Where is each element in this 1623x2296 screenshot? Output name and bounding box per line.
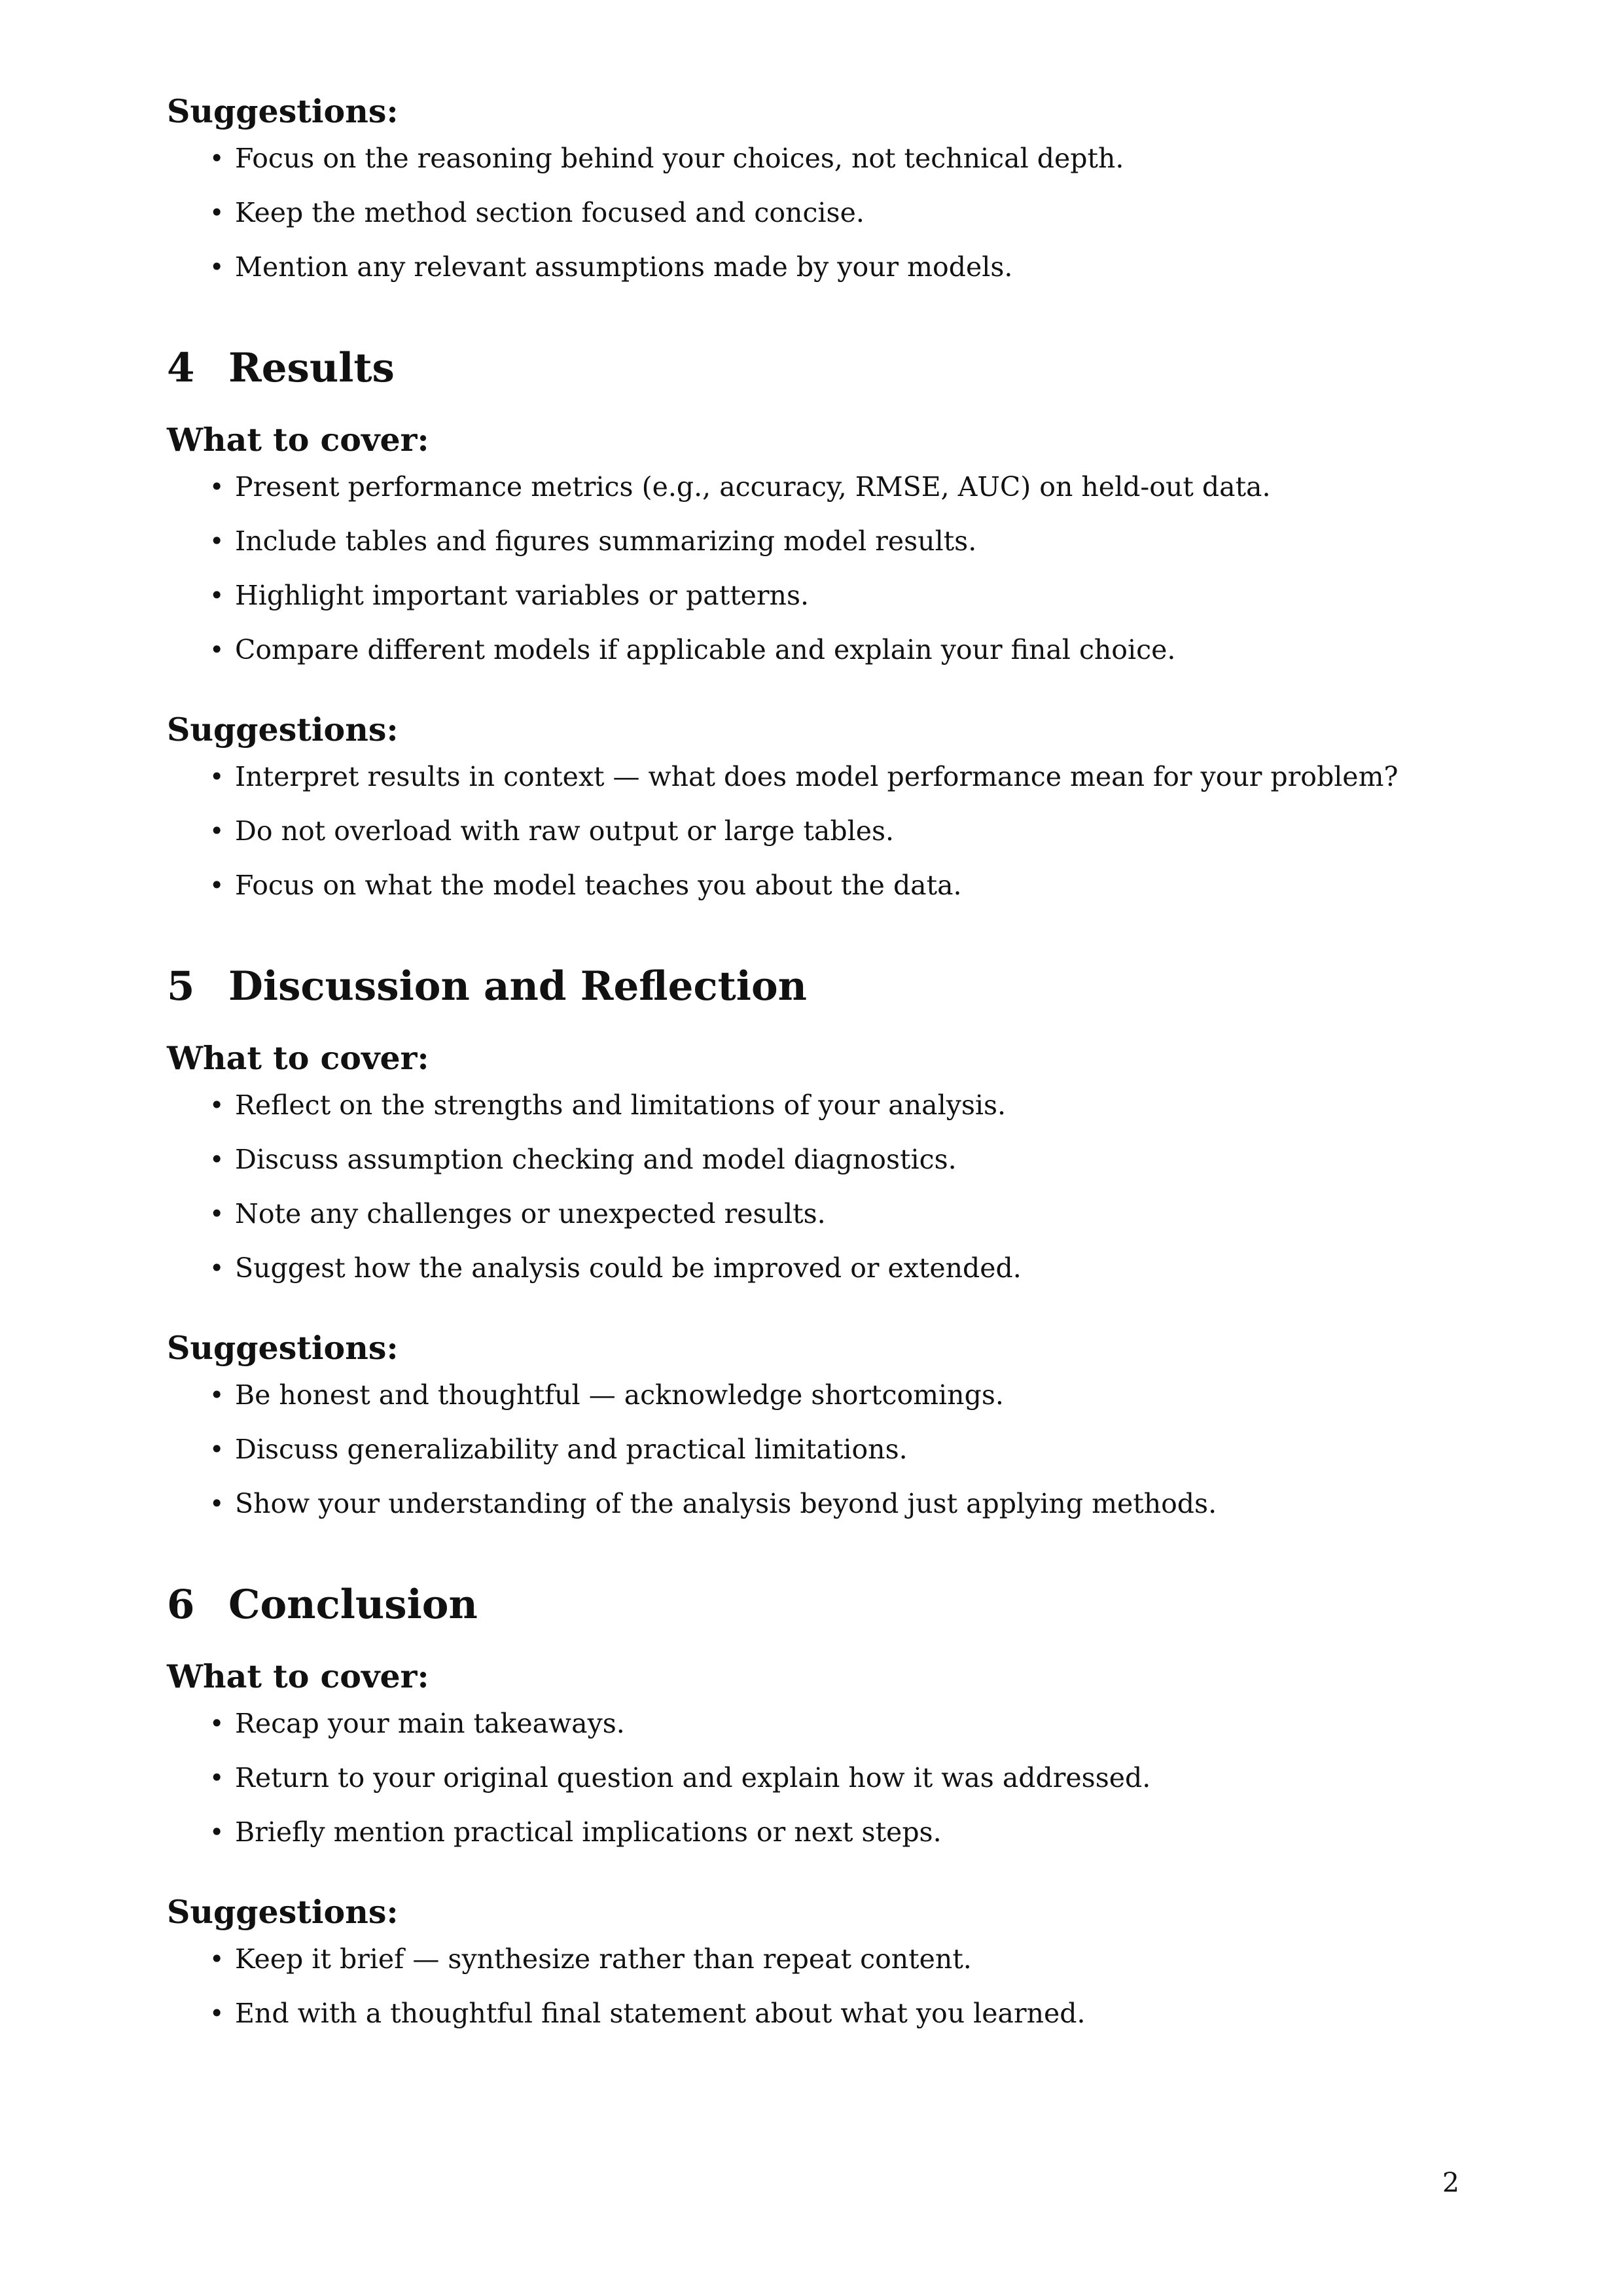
section-title: Results	[228, 345, 395, 391]
bullet: •	[209, 253, 224, 281]
list-item-text: Briefly mention practical implications or next steps.	[235, 1816, 942, 1848]
bullet: •	[209, 635, 224, 664]
suggestions-list	[167, 1942, 1456, 2030]
list-item	[167, 1197, 1456, 1231]
list-item	[167, 1942, 1456, 1976]
list-item-text: End with a thoughtful final statement about what you learned.	[235, 1998, 1086, 2029]
list-item-text: Discuss generalizability and practical limitations.	[235, 1434, 908, 1465]
bullet: •	[209, 1435, 224, 1464]
list-item-text: Present performance metrics (e.g., accuracy, RMSE, AUC) on held-out data.	[235, 471, 1271, 503]
bullet: •	[209, 472, 224, 501]
bullet: •	[209, 581, 224, 610]
what-to-cover-list	[167, 1706, 1456, 1849]
bullet: •	[209, 1091, 224, 1120]
list-item-text: Reflect on the strengths and limitations of your analysis.	[235, 1089, 1007, 1121]
bullet: •	[209, 1199, 224, 1228]
list-item-text: Focus on the reasoning behind your choices, not technical depth.	[235, 143, 1124, 174]
section-number: 6	[167, 1581, 195, 1628]
intro-suggestions-list	[167, 141, 1456, 284]
bullet: •	[209, 1254, 224, 1282]
list-item-text: Recap your main takeaways.	[235, 1708, 625, 1739]
list-item	[167, 1996, 1456, 2030]
suggestions-heading: Suggestions:	[167, 711, 399, 749]
list-item-text: Interpret results in context — what does model performance mean for your problem?	[235, 761, 1399, 792]
section-number: 5	[167, 963, 195, 1010]
list-item-text: Mention any relevant assumptions made by your models.	[235, 251, 1013, 283]
bullet: •	[209, 198, 224, 227]
list-item	[167, 1706, 1456, 1740]
list-item	[167, 250, 1456, 284]
bullet: •	[209, 1945, 224, 1973]
bullet: •	[209, 762, 224, 791]
bullet: •	[209, 144, 224, 173]
section-heading-discussion	[167, 963, 1456, 1011]
bullet: •	[209, 1999, 224, 2028]
list-item-text: Be honest and thoughtful — acknowledge shortcomings.	[235, 1379, 1004, 1411]
list-item	[167, 814, 1456, 848]
suggestions-list	[167, 1378, 1456, 1521]
list-item	[167, 1378, 1456, 1412]
intro-suggestions-heading: Suggestions:	[167, 92, 399, 130]
list-item	[167, 1487, 1456, 1521]
list-item	[167, 1088, 1456, 1122]
list-item-text: Return to your original question and explain how it was addressed.	[235, 1762, 1151, 1793]
list-item	[167, 1432, 1456, 1466]
page-content	[167, 92, 1456, 2030]
bullet: •	[209, 1381, 224, 1409]
page-number: 2	[1442, 2167, 1459, 2199]
list-item	[167, 868, 1456, 902]
bullet: •	[209, 1709, 224, 1738]
list-item-text: Discuss assumption checking and model diagnostics.	[235, 1144, 957, 1175]
list-item-text: Do not overload with raw output or large tables.	[235, 815, 895, 847]
bullet: •	[209, 871, 224, 900]
bullet: •	[209, 1818, 224, 1846]
list-item	[167, 1815, 1456, 1849]
section-heading-conclusion	[167, 1581, 1456, 1629]
list-item	[167, 141, 1456, 175]
bullet: •	[209, 1763, 224, 1792]
what-to-cover-list	[167, 470, 1456, 667]
section-heading-results	[167, 344, 1456, 393]
list-item-text: Include tables and figures summarizing model results.	[235, 525, 977, 557]
what-to-cover-heading: What to cover:	[167, 1657, 429, 1695]
section-title: Discussion and Reflection	[228, 963, 807, 1010]
bullet: •	[209, 527, 224, 556]
list-item	[167, 633, 1456, 667]
list-item-text: Keep the method section focused and concise.	[235, 197, 865, 228]
list-item	[167, 196, 1456, 230]
suggestions-list	[167, 760, 1456, 902]
section-number: 4	[167, 345, 195, 391]
what-to-cover-heading: What to cover:	[167, 421, 429, 459]
list-item	[167, 470, 1456, 504]
suggestions-heading: Suggestions:	[167, 1893, 399, 1931]
list-item-text: Focus on what the model teaches you about the data.	[235, 870, 962, 901]
what-to-cover-list	[167, 1088, 1456, 1285]
list-item-text: Keep it brief — synthesize rather than repeat content.	[235, 1943, 972, 1975]
list-item-text: Show your understanding of the analysis beyond just applying methods.	[235, 1488, 1217, 1519]
list-item	[167, 1251, 1456, 1285]
list-item-text: Suggest how the analysis could be improved or extended.	[235, 1252, 1022, 1284]
list-item-text: Compare different models if applicable and explain your final choice.	[235, 634, 1176, 665]
list-item	[167, 1142, 1456, 1176]
suggestions-heading: Suggestions:	[167, 1329, 399, 1367]
list-item	[167, 1761, 1456, 1795]
list-item	[167, 524, 1456, 558]
list-item-text: Highlight important variables or patterns.	[235, 580, 810, 611]
bullet: •	[209, 817, 224, 845]
section-title: Conclusion	[228, 1581, 478, 1628]
bullet: •	[209, 1145, 224, 1174]
list-item	[167, 760, 1456, 794]
list-item-text: Note any challenges or unexpected results.	[235, 1198, 826, 1229]
what-to-cover-heading: What to cover:	[167, 1039, 429, 1077]
bullet: •	[209, 1489, 224, 1518]
list-item	[167, 578, 1456, 612]
